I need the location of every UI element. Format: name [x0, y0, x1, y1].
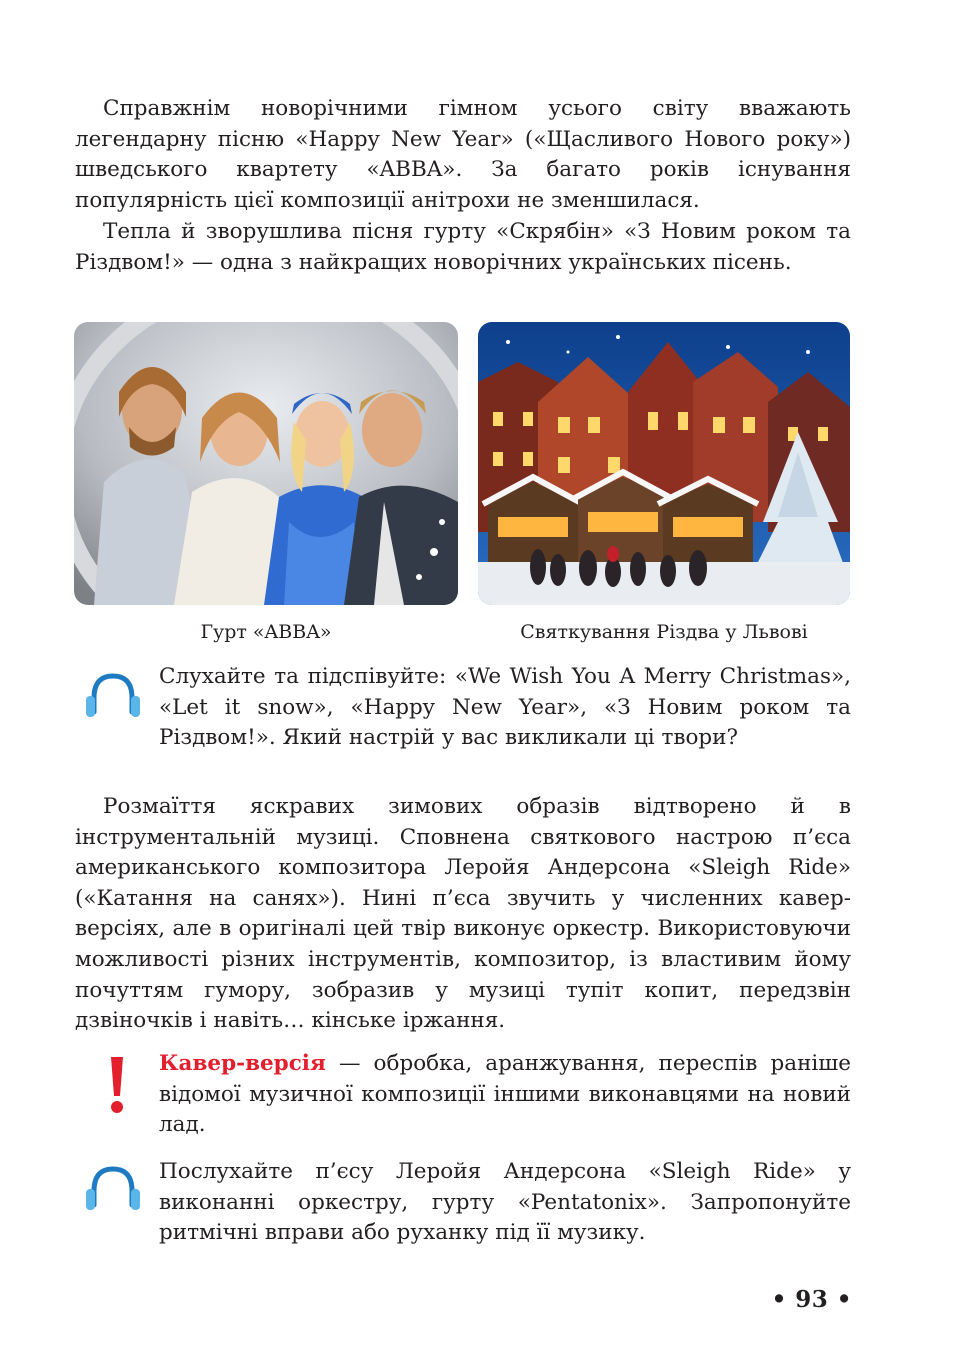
paragraph-abba: Справжнім новорічними гімном усього світу вважають легендарну пісню «Happy New Year» («Щасливого Нового року») шведського квартету «ABBA». За багато років існування популярність цієї композиції анітрохи не зменшилася.	[75, 96, 851, 213]
headphones-icon	[83, 1165, 143, 1213]
lviv-christmas-photo	[478, 322, 850, 605]
exclamation-icon	[106, 1054, 128, 1114]
listen-task-2: Послухайте п’єсу Леройя Андерсона «Sleigh Ride» у виконанні оркестру, гурту «Pentatonix». Запропонуйте ритмічні вправи або руханку під її музику.	[159, 1159, 851, 1246]
abba-caption: Гурт «ABBA»	[200, 621, 332, 643]
abba-photo	[74, 322, 458, 605]
page-number: • 93 •	[771, 1286, 852, 1313]
lviv-caption: Святкування Різдва у Львові	[520, 621, 808, 643]
paragraph-sleigh-ride: Розмаїття яскравих зимових образів відтворено й в інструментальній музиці. Сповнена святкового настрою п’єса американського композитора Леройя Андерсона «Sleigh Ride» («Катання на санях»). Нині п’єса звучить у численних кавер-версіях, але в оригіналі цей твір виконує оркестр. Використовуючи можливості різних інструментів, композитор, із властивим йому почуттям гумору, зобразив у музиці тупіт копит, передзвін дзвіночків і навіть… кінське іржання.	[75, 794, 851, 1034]
definition-text: — обробка, аранжування, переспів раніше відомої музичної композиції іншими виконавцями на новий лад.	[159, 1051, 851, 1138]
paragraph-skryabin: Тепла й зворушлива пісня гурту «Скрябін» «З Новим роком та Різдвом!» — одна з найкращих новорічних українських пісень.	[75, 219, 851, 275]
definition-term: Кавер-версія	[159, 1051, 326, 1076]
listen-task-1: Слухайте та підспівуйте: «We Wish You A Merry Christmas», «Let it snow», «Happy New Year», «З Новим роком та Різдвом!». Який настрій у вас викликали ці твори?	[159, 664, 851, 751]
headphones-icon	[83, 672, 143, 720]
definition-cover-version	[159, 1049, 851, 1141]
